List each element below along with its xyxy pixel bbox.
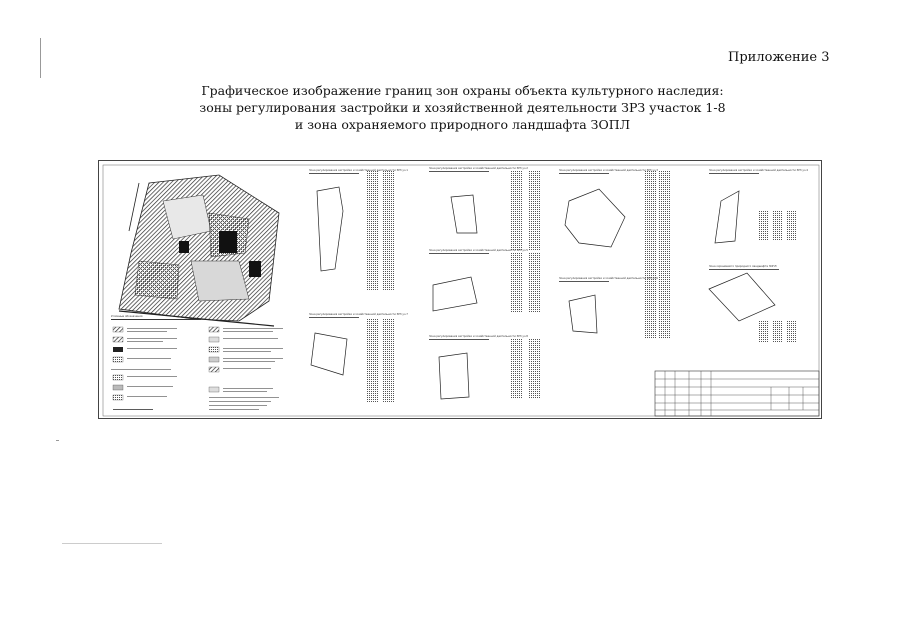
legend: [111, 319, 283, 410]
overview-map: [119, 175, 279, 326]
title-line-2: зоны регулирования застройки и хозяйственной деятельности ЗРЗ участок 1-8: [199, 100, 726, 115]
document-title: [160, 82, 765, 133]
zone-caption: Зона регулирования застройки и хозяйственной деятельности ЗРЗ уч.7: [309, 313, 408, 316]
title-block-stamp: [655, 371, 819, 416]
zone-plot-2: [429, 171, 541, 251]
zone-caption: Зона регулирования застройки и хозяйственной деятельности ЗРЗ уч.1: [309, 169, 408, 172]
zone-plot-8: [429, 339, 541, 399]
scan-mark: [56, 440, 59, 441]
zone-caption: Зона регулирования застройки и хозяйственной деятельности ЗРЗ уч.5: [429, 249, 528, 252]
title-line-1: Графическое изображение границ зон охраны объекта культурного наследия:: [201, 83, 724, 98]
zone-caption: Зона регулирования застройки и хозяйственной деятельности ЗРЗ уч.8: [429, 335, 528, 338]
scan-mark: [62, 543, 162, 544]
zone-caption: Зона регулирования застройки и хозяйственной деятельности ЗРЗ уч.4: [709, 169, 808, 172]
legend-heading: Условные обозначения: [111, 315, 143, 318]
zone-plot-1: [309, 171, 395, 291]
zone-plot-4: [709, 173, 797, 243]
zone-plot-7: [309, 317, 395, 403]
annex-label: Приложение 3: [728, 50, 830, 65]
title-line-3: и зона охраняемого природного ландшафта ЗОПЛ: [294, 117, 631, 132]
zone-plot-5: [429, 253, 541, 313]
zone-caption: Зона регулирования застройки и хозяйственной деятельности ЗРЗ уч.3: [559, 169, 658, 172]
zone-plot-zopl: [709, 269, 797, 343]
drawing-canvas: [99, 161, 823, 420]
zone-caption: Зона охраняемого природного ландшафта ЗОПЛ: [709, 265, 777, 268]
zone-plot-6: [559, 279, 671, 339]
zone-caption: Зона регулирования застройки и хозяйственной деятельности ЗРЗ уч.2: [429, 167, 528, 170]
coordinate-table-1: [367, 171, 395, 291]
scan-mark: [40, 38, 41, 78]
zone-plot-3: [559, 171, 671, 281]
drawing-sheet: [98, 160, 822, 419]
zone-caption: Зона регулирования застройки и хозяйственной деятельности ЗРЗ уч.6: [559, 277, 658, 280]
